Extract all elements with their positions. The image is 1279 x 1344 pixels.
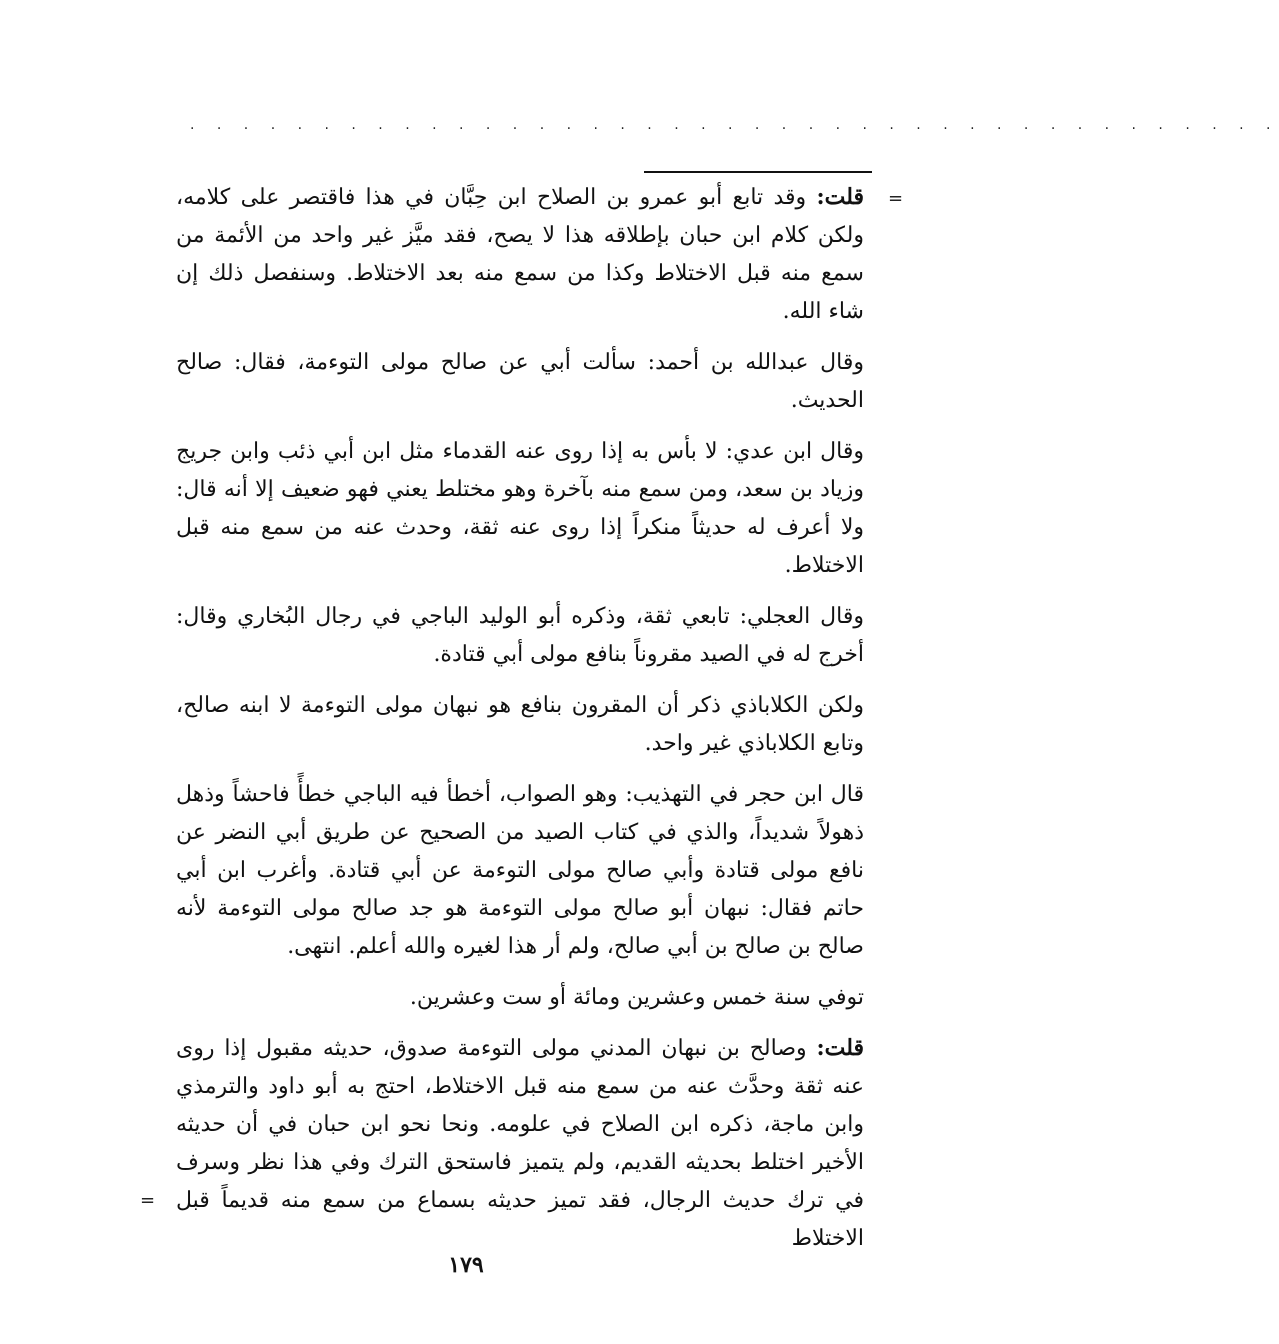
paragraph-lead: قلت: xyxy=(816,184,864,210)
paragraph-2 xyxy=(176,343,864,420)
paragraph-1 xyxy=(176,178,864,331)
paragraph-8 xyxy=(176,1029,864,1258)
paragraph-text: وقال عبدالله بن أحمد: سألت أبي عن صالح مولى التوءمة، فقال: صالح الحديث. xyxy=(176,350,864,413)
paragraph-text: ولكن الكلاباذي ذكر أن المقرون بنافع هو نبهان مولى التوءمة لا ابنه صالح، وتابع الكلاباذي غير واحد. xyxy=(176,693,864,756)
paragraph-4 xyxy=(176,597,864,674)
separator-rule xyxy=(644,171,872,173)
paragraph-7 xyxy=(176,978,864,1017)
paragraph-lead: قلت: xyxy=(816,1035,864,1061)
paragraph-text: قال ابن حجر في التهذيب: وهو الصواب، أخطأ فيه الباجي خطأً فاحشاً وذهل ذهولاً شديداً، والذي في كتاب الصيد من الصحيح عن طريق أبي النضر عن نافع مولى قتادة وأبي صالح مولى التوءمة عن أبي قتادة. وأغرب ابن أبي حاتم فقال: نبهان أبو صالح مولى التوءمة هو جد صالح مولى التوءمة لأنه صالح بن صالح بن أبي صالح، ولم أر هذا لغيره والله أعلم. انتهى. xyxy=(176,782,864,959)
continuation-mark-left: = xyxy=(140,1190,156,1211)
paragraph-text: وقال ابن عدي: لا بأس به إذا روى عنه القدماء مثل ابن أبي ذئب وابن جريج وزياد بن سعد، ومن سمع منه بآخرة وهو مختلط يعني فهو ضعيف إلا أنه قال: ولا أعرف له حديثاً منكراً إذا روى عنه ثقة، وحدث عنه من سمع منه قبل الاختلاط. xyxy=(176,439,864,578)
page-number: ١٧٩ xyxy=(448,1252,484,1278)
paragraph-text: توفي سنة خمس وعشرين ومائة أو ست وعشرين. xyxy=(409,985,864,1010)
body-text xyxy=(176,178,864,1270)
paragraph-text: وقال العجلي: تابعي ثقة، وذكره أبو الوليد الباجي في رجال البُخاري وقال: أخرج له في الصيد مقروناً بنافع مولى أبي قتادة. xyxy=(176,604,864,667)
dotted-ornament: . . . . . . . . . . . . . . . . . . . . . . . . . . . . . . . . . . . . . . . . . xyxy=(190,117,1279,133)
paragraph-5 xyxy=(176,686,864,763)
paragraph-text: وقد تابع أبو عمرو بن الصلاح ابن حِبَّان في هذا فاقتصر على كلامه، ولكن كلام ابن حبان بإطلاقه هذا لا يصح، فقد ميَّز غير واحد من الأئمة من سمع منه قبل الاختلاط وكذا من سمع منه بعد الاختلاط. وسنفصل ذلك إن شاء الله. xyxy=(176,185,864,324)
paragraph-3 xyxy=(176,432,864,585)
paragraph-6 xyxy=(176,775,864,966)
continuation-mark-right: = xyxy=(888,188,904,209)
paragraph-text: وصالح بن نبهان المدني مولى التوءمة صدوق، حديثه مقبول إذا روى عنه ثقة وحدَّث عنه من سمع منه قبل الاختلاط، احتج به أبو داود والترمذي وابن ماجة، ذكره ابن الصلاح في علومه. ونحا نحو ابن حبان في أن حديثه الأخير اختلط بحديثه القديم، ولم يتميز فاستحق الترك وفي هذا نظر وسرف في ترك حديث الرجال، فقد تميز حديثه بسماع من سمع منه قديماً قبل الاختلاط xyxy=(176,1036,864,1251)
